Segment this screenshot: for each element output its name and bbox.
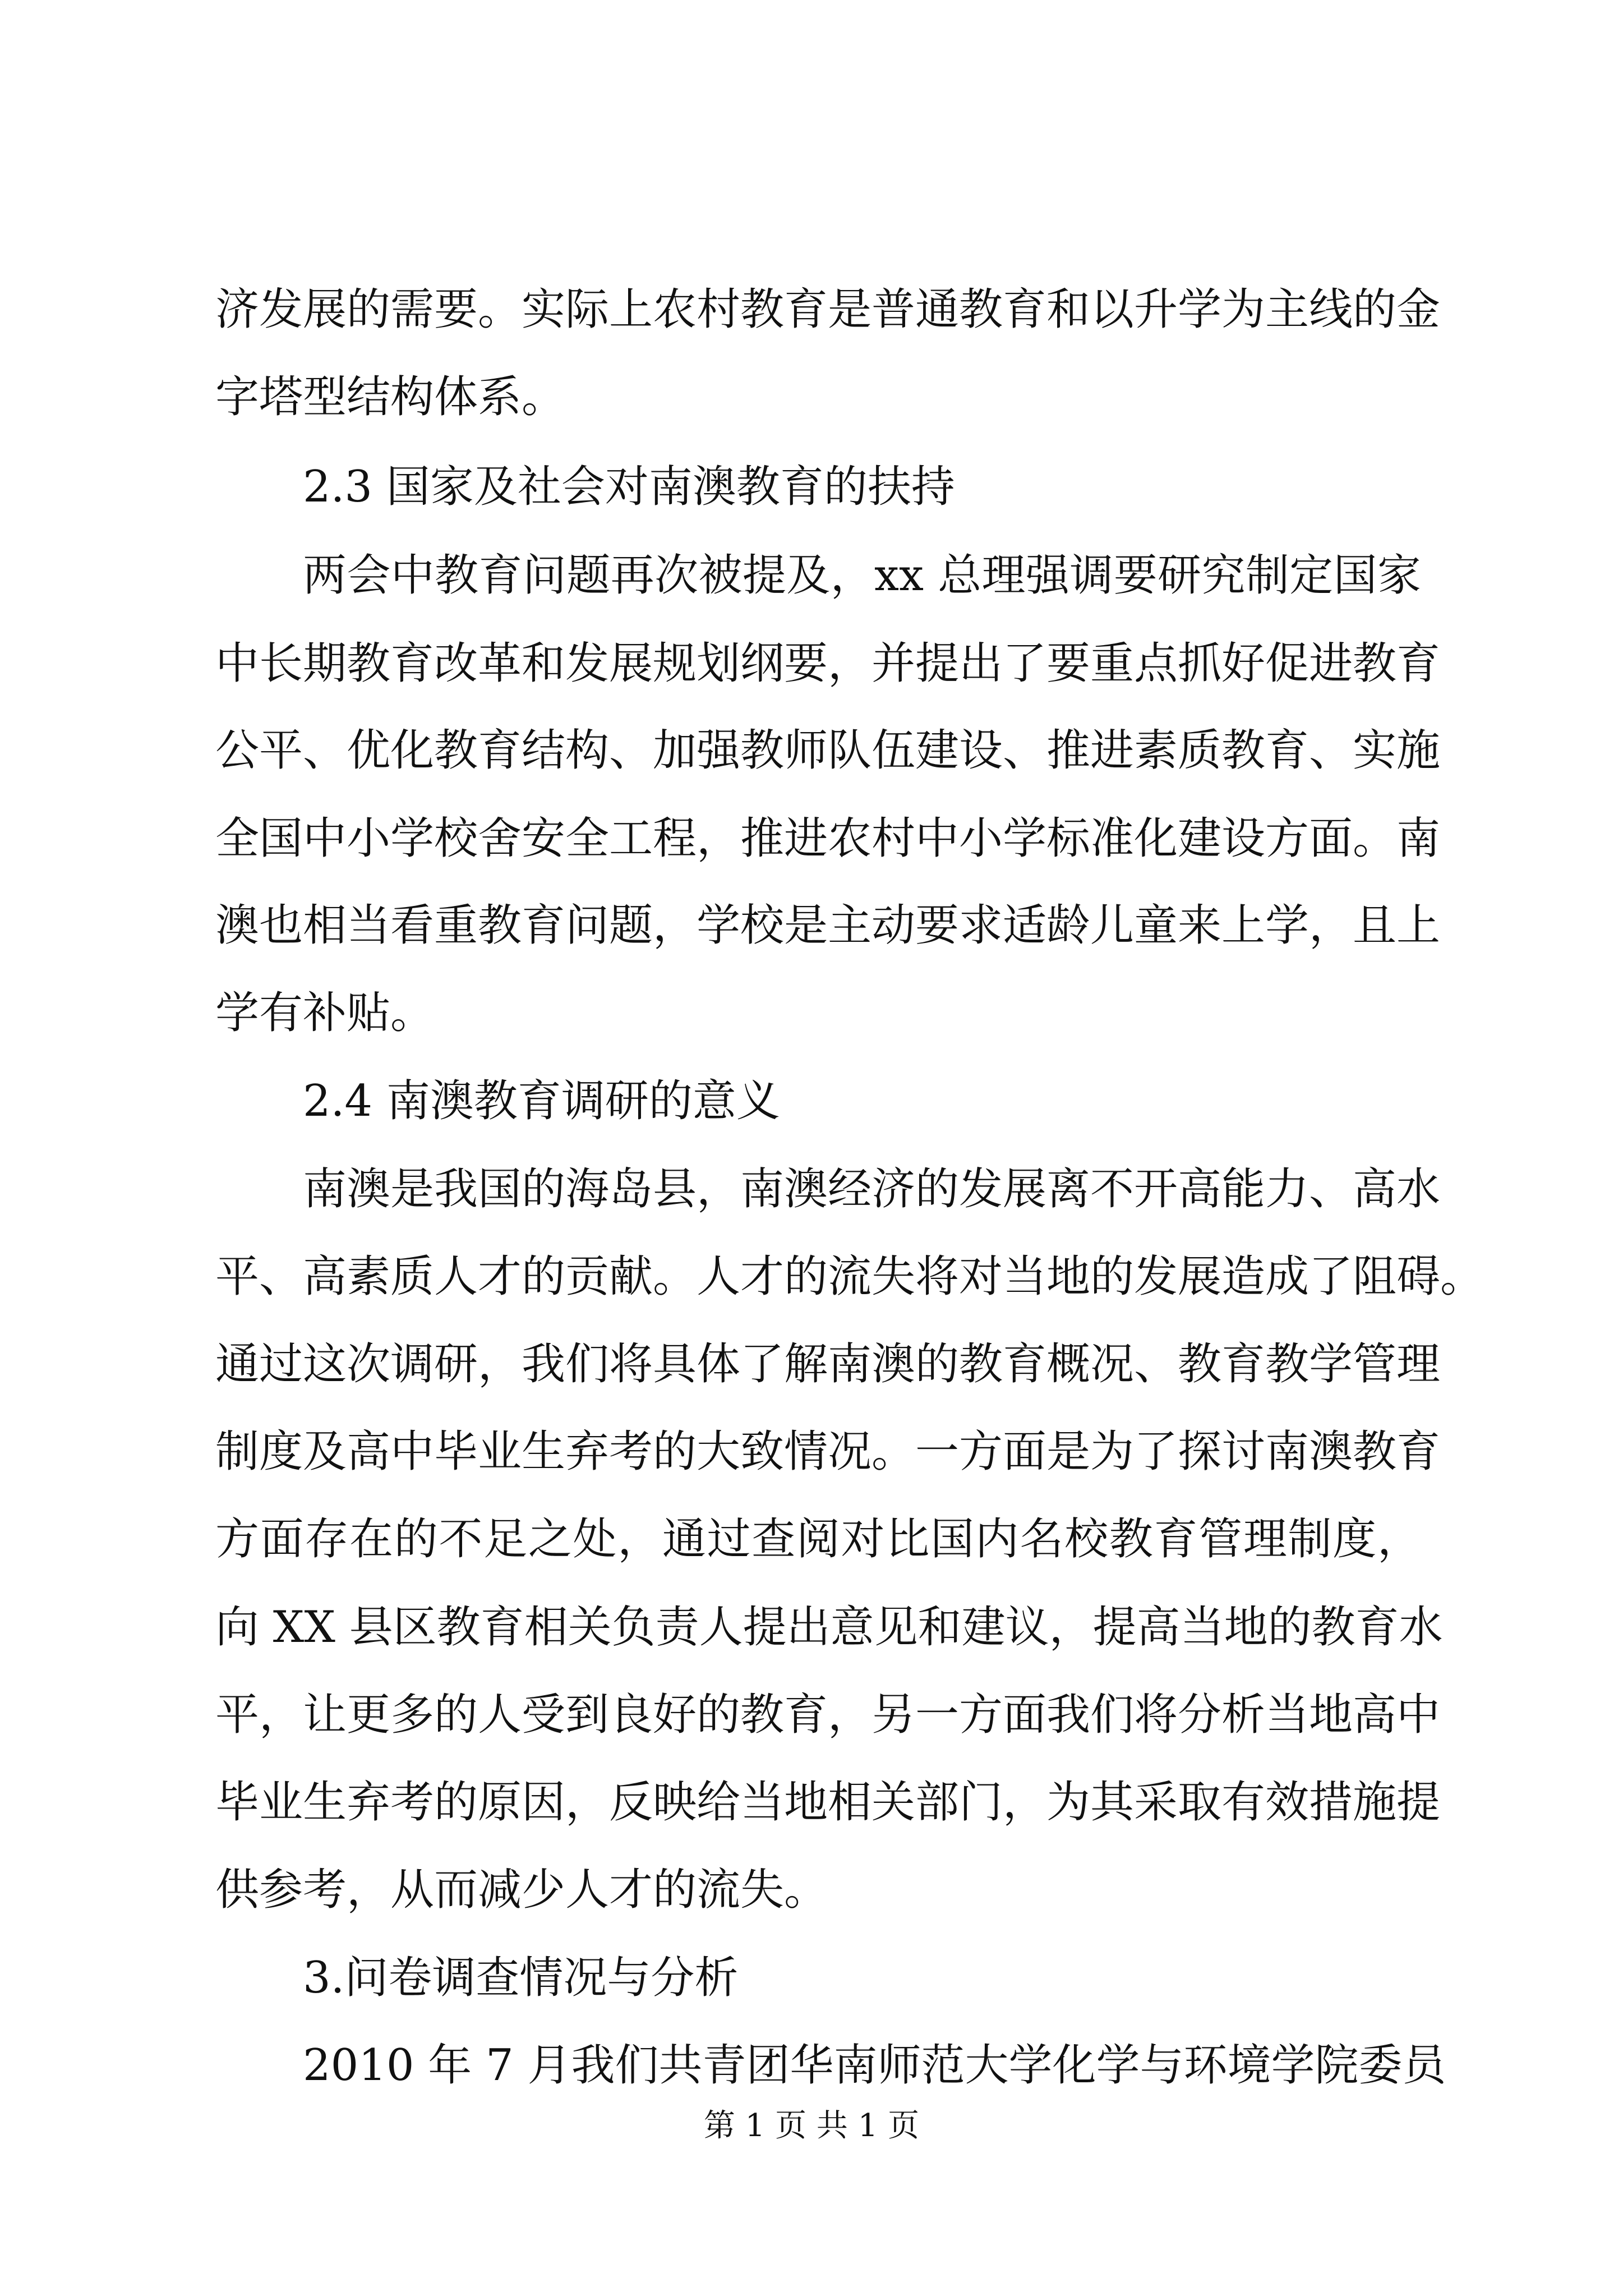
section-heading: 2.3 国家及社会对南澳教育的扶持 (303, 462, 955, 512)
text-line: 两会中教育问题再次被提及，xx 总理强调要研究制定国家 (303, 550, 1421, 601)
text-line: 2010 年 7 月我们共青团华南师范大学化学与环境学院委员 (303, 2040, 1446, 2091)
text-line: 向 XX 县区教育相关负责人提出意见和建议，提高当地的教育水 (215, 1602, 1443, 1653)
text-line: 制度及高中毕业生弃考的大致情况。一方面是为了探讨南澳教育 (215, 1427, 1441, 1477)
text-line: 中长期教育改革和发展规划纲要，并提出了要重点抓好促进教育 (215, 638, 1441, 689)
text-line: 字塔型结构体系。 (215, 372, 566, 422)
text-line: 供参考，从而减少人才的流失。 (215, 1865, 828, 1915)
text-line: 方面存在的不足之处，通过查阅对比国内名校教育管理制度， (215, 1514, 1421, 1565)
text-line: 全国中小学校舍安全工程，推进农村中小学标准化建设方面。南 (215, 813, 1441, 864)
text-line: 南澳是我国的海岛县，南澳经济的发展离不开高能力、高水 (303, 1164, 1441, 1214)
section-heading: 2.4 南澳教育调研的意义 (303, 1076, 780, 1126)
text-line: 通过这次调研，我们将具体了解南澳的教育概况、教育教学管理 (215, 1339, 1441, 1389)
text-line: 济发展的需要。实际上农村教育是普通教育和以升学为主线的金 (215, 284, 1441, 335)
text-line: 平，让更多的人受到良好的教育，另一方面我们将分析当地高中 (215, 1690, 1441, 1740)
text-line: 澳也相当看重教育问题，学校是主动要求适龄儿童来上学，且上 (215, 900, 1441, 951)
section-heading: 3.问卷调查情况与分析 (303, 1953, 739, 2003)
text-line: 毕业生弃考的原因，反映给当地相关部门，为其采取有效措施提 (215, 1777, 1441, 1828)
page-footer: 第 1 页 共 1 页 (703, 2108, 920, 2144)
text-line: 平、高素质人才的贡献。人才的流失将对当地的发展造成了阻碍。 (215, 1251, 1484, 1302)
text-line: 公平、优化教育结构、加强教师队伍建设、推进素质教育、实施 (215, 725, 1441, 776)
text-line: 学有补贴。 (215, 988, 435, 1038)
